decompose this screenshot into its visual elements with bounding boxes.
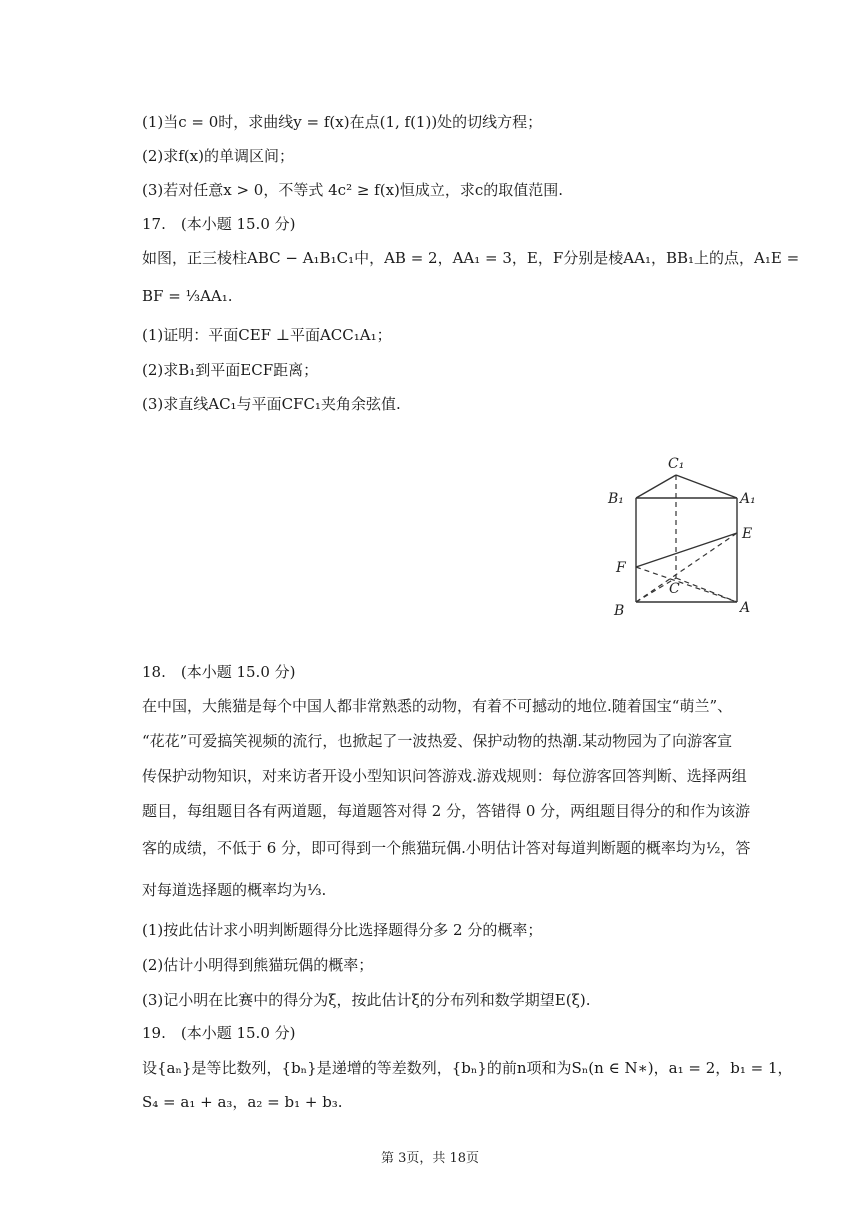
- edge-b1-c1: [636, 475, 676, 498]
- q17-body-line1: 如图，正三棱柱ABC − A₁B₁C₁中，AB = 2，AA₁ = 3，E，F分别是棱AA₁，BB₁上的点，A₁E =: [142, 249, 800, 267]
- q19-heading: 19. (本小题 15.0 分): [142, 1024, 296, 1042]
- segment-f-a-hidden: [636, 567, 737, 602]
- q18-body-line3: 传保护动物知识，对来访者开设小型知识问答游戏.游戏规则：每位游客回答判断、选择两组: [142, 767, 747, 785]
- q17-heading: 17. (本小题 15.0 分): [142, 215, 296, 233]
- label-b1: B₁: [608, 491, 624, 507]
- label-b: B: [614, 603, 625, 619]
- q19-body-line1: 设{aₙ}是等比数列，{bₙ}是递增的等差数列，{bₙ}的前n项和为Sₙ(n ∈ N∗)，a₁ = 2，b₁ = 1，: [142, 1059, 793, 1077]
- edge-c-a-hidden: [676, 578, 737, 602]
- segment-b-e-hidden: [636, 533, 737, 602]
- q19-body-line2: S₄ = a₁ + a₃，a₂ = b₁ + b₃.: [142, 1093, 343, 1111]
- q18-part3: (3)记小明在比赛中的得分为ξ，按此估计ξ的分布列和数学期望E(ξ).: [142, 991, 591, 1009]
- q16-part2: (2)求f(x)的单调区间；: [142, 147, 294, 165]
- segment-f-e: [636, 533, 737, 567]
- q17-body-line2: BF = ⅓AA₁.: [142, 287, 233, 305]
- triangular-prism-diagram: [600, 450, 770, 625]
- label-f: F: [616, 560, 626, 576]
- q18-body-line4: 题目，每组题目各有两道题，每道题答对得 2 分，答错得 0 分，两组题目得分的和作为该游: [142, 802, 751, 820]
- q16-part1: (1)当c = 0时，求曲线y = f(x)在点(1, f(1))处的切线方程；: [142, 113, 543, 131]
- q18-part2: (2)估计小明得到熊猫玩偶的概率；: [142, 956, 374, 974]
- q18-heading: 18. (本小题 15.0 分): [142, 663, 296, 681]
- q18-body-line6: 对每道选择题的概率均为⅓.: [142, 881, 327, 899]
- label-e: E: [742, 526, 753, 542]
- prism-figure: [600, 450, 770, 625]
- q18-body-line1: 在中国，大熊猫是每个中国人都非常熟悉的动物，有着不可撼动的地位.随着国宝“萌兰”、: [142, 697, 733, 715]
- page-footer: 第 3页，共 18页: [380, 1151, 480, 1166]
- edge-c1-a1: [676, 475, 737, 498]
- q17-part1: (1)证明：平面CEF ⊥平面ACC₁A₁；: [142, 326, 392, 344]
- label-c1: C₁: [668, 456, 685, 472]
- q17-part2: (2)求B₁到平面ECF距离；: [142, 361, 319, 379]
- q16-part3: (3)若对任意x > 0，不等式 4c² ≥ f(x)恒成立，求c的取值范围.: [142, 181, 564, 199]
- q18-body-line5: 客的成绩，不低于 6 分，即可得到一个熊猫玩偶.小明估计答对每道判断题的概率均为½，答: [142, 839, 751, 857]
- q18-body-line2: “花花”可爱搞笑视频的流行，也掀起了一波热爱、保护动物的热潮.某动物园为了向游客宣: [142, 732, 733, 750]
- label-a1: A₁: [740, 491, 756, 507]
- label-c: C: [669, 581, 680, 597]
- label-a: A: [740, 600, 751, 616]
- q17-part3: (3)求直线AC₁与平面CFC₁夹角余弦值.: [142, 395, 401, 413]
- q18-part1: (1)按此估计求小明判断题得分比选择题得分多 2 分的概率；: [142, 921, 543, 939]
